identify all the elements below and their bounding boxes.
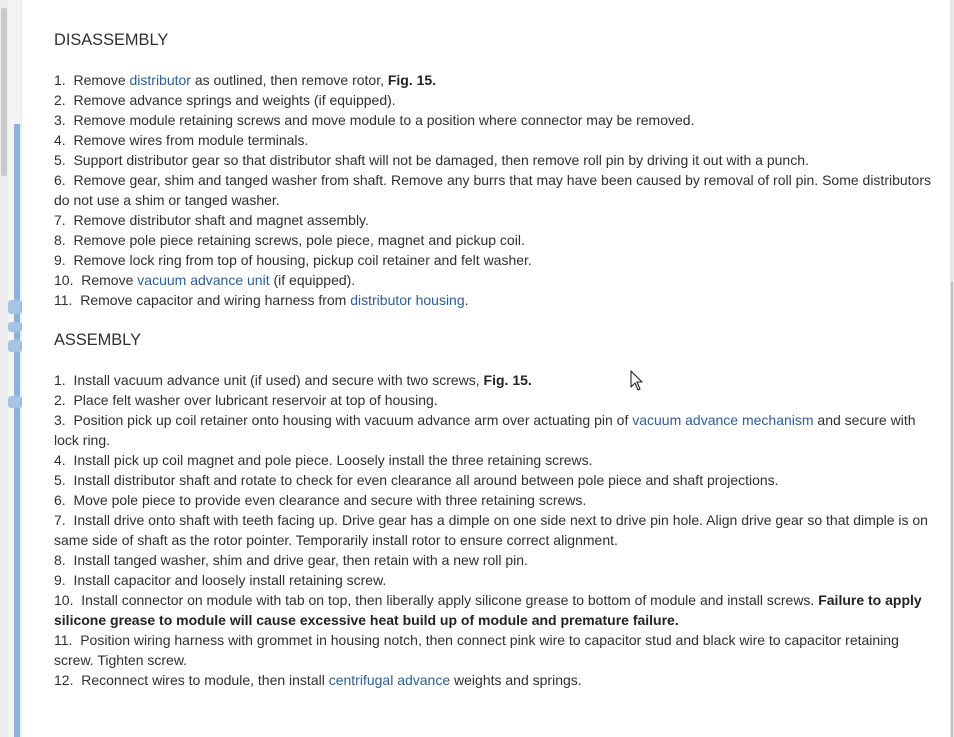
list-item xyxy=(54,570,938,590)
list-item xyxy=(54,450,938,470)
background-blob xyxy=(8,322,22,332)
step-number: 5. xyxy=(54,152,66,168)
list-item xyxy=(54,410,938,450)
left-accent-bar xyxy=(14,124,20,737)
step-text: Remove wires from module terminals. xyxy=(73,132,309,148)
step-text: Remove capacitor and wiring harness from xyxy=(80,292,351,308)
step-text: Position pick up coil retainer onto housing with vacuum advance arm over actuating pin of xyxy=(73,412,633,428)
step-link[interactable]: distributor housing xyxy=(350,292,465,308)
step-number: 8. xyxy=(54,232,66,248)
step-text: Reconnect wires to module, then install xyxy=(81,672,329,688)
step-link[interactable]: centrifugal advance xyxy=(328,672,451,688)
step-text: Position wiring harness with grommet in housing notch, then connect pink wire to capacitor stud and black wire to capacitor retaining screw. Tighten screw. xyxy=(54,632,899,668)
step-text: weights and springs. xyxy=(450,672,582,688)
step-text: Install vacuum advance unit (if used) and secure with two screws, xyxy=(73,372,484,388)
step-text: . xyxy=(464,292,469,308)
step-text: and secure with lock ring. xyxy=(54,412,916,448)
list-item xyxy=(54,590,938,630)
disassembly-steps xyxy=(54,70,938,310)
step-text: Install capacitor and loosely install retaining screw. xyxy=(73,572,387,588)
left-scrollbar-thumb[interactable] xyxy=(1,8,7,176)
list-item xyxy=(54,670,938,690)
step-link[interactable]: distributor xyxy=(129,72,191,88)
list-item xyxy=(54,230,938,250)
background-blob xyxy=(8,396,22,408)
step-link[interactable]: vacuum advance unit xyxy=(137,272,270,288)
list-item xyxy=(54,550,938,570)
list-item xyxy=(54,630,938,670)
step-number: 6. xyxy=(54,492,66,508)
step-text: Remove module retaining screws and move module to a position where connector may be removed. xyxy=(73,112,695,128)
list-item xyxy=(54,130,938,150)
step-text: Remove gear, shim and tanged washer from shaft. Remove any burrs that may have been caused by removal of roll pin. Some distributors do not use a shim or tanged washer. xyxy=(54,172,932,208)
list-item xyxy=(54,270,938,290)
list-item xyxy=(54,290,938,310)
step-number: 9. xyxy=(54,252,66,268)
list-item xyxy=(54,90,938,110)
step-number: 3. xyxy=(54,412,66,428)
step-text: as outlined, then remove rotor, xyxy=(190,72,388,88)
list-item xyxy=(54,110,938,130)
assembly-heading: ASSEMBLY xyxy=(54,331,141,349)
right-scrollbar-thumb[interactable] xyxy=(951,282,953,737)
step-text: Move pole piece to provide even clearance and secure with three retaining screws. xyxy=(73,492,587,508)
step-number: 2. xyxy=(54,392,66,408)
step-emphasis: Fig. 15. xyxy=(387,72,437,88)
step-number: 9. xyxy=(54,572,66,588)
step-text: Support distributor gear so that distributor shaft will not be damaged, then remove roll pin by driving it out with a punch. xyxy=(73,152,809,168)
step-text: Install drive onto shaft with teeth facing up. Drive gear has a dimple on one side next to drive pin hole. Align drive gear so that dimple is on same side of shaft as the rotor pointer. Temporarily install rotor to ensure correct alignment. xyxy=(54,512,928,548)
step-text: Install pick up coil magnet and pole piece. Loosely install the three retaining screws. xyxy=(73,452,593,468)
step-text: Remove advance springs and weights (if equipped). xyxy=(73,92,396,108)
step-number: 1. xyxy=(54,372,66,388)
step-number: 11. xyxy=(54,292,73,308)
step-text: Remove xyxy=(81,272,138,288)
list-item xyxy=(54,390,938,410)
step-text: Install connector on module with tab on top, then liberally apply silicone grease to bottom of module and install screws. xyxy=(81,592,819,608)
list-item xyxy=(54,470,938,490)
mouse-pointer-icon xyxy=(630,370,644,392)
step-number: 4. xyxy=(54,452,66,468)
step-text: Remove lock ring from top of housing, pickup coil retainer and felt washer. xyxy=(73,252,532,268)
step-number: 4. xyxy=(54,132,66,148)
list-item xyxy=(54,370,938,390)
step-number: 10. xyxy=(54,272,74,288)
step-number: 10. xyxy=(54,592,74,608)
step-number: 3. xyxy=(54,112,66,128)
list-item xyxy=(54,510,938,550)
step-text: Remove distributor shaft and magnet assembly. xyxy=(73,212,369,228)
step-number: 5. xyxy=(54,472,66,488)
assembly-steps xyxy=(54,370,938,690)
background-blob xyxy=(8,340,22,352)
step-text: Install tanged washer, shim and drive gear, then retain with a new roll pin. xyxy=(73,552,528,568)
step-number: 1. xyxy=(54,72,66,88)
step-number: 7. xyxy=(54,512,66,528)
list-item xyxy=(54,150,938,170)
list-item xyxy=(54,70,938,90)
step-number: 2. xyxy=(54,92,66,108)
step-text: Install distributor shaft and rotate to check for even clearance all around between pole piece and shaft projections. xyxy=(73,472,779,488)
step-text: Remove pole piece retaining screws, pole piece, magnet and pickup coil. xyxy=(73,232,525,248)
step-text: Remove xyxy=(73,72,130,88)
list-item xyxy=(54,210,938,230)
article-content xyxy=(54,30,938,690)
step-link[interactable]: vacuum advance mechanism xyxy=(632,412,814,428)
list-item xyxy=(54,170,938,210)
background-blob xyxy=(8,300,22,314)
list-item xyxy=(54,250,938,270)
step-emphasis: Fig. 15. xyxy=(483,372,532,388)
step-number: 11. xyxy=(54,632,73,648)
step-number: 8. xyxy=(54,552,66,568)
step-number: 12. xyxy=(54,672,74,688)
step-number: 6. xyxy=(54,172,66,188)
step-emphasis: Failure to apply silicone grease to module will cause excessive heat build up of module and premature failure. xyxy=(54,592,922,628)
step-text: Place felt washer over lubricant reservoir at top of housing. xyxy=(73,392,438,408)
list-item xyxy=(54,490,938,510)
step-number: 7. xyxy=(54,212,66,228)
step-text: (if equipped). xyxy=(269,272,356,288)
left-scrollbar[interactable] xyxy=(0,0,8,737)
disassembly-heading: DISASSEMBLY xyxy=(54,31,169,49)
article-panel xyxy=(22,0,950,737)
